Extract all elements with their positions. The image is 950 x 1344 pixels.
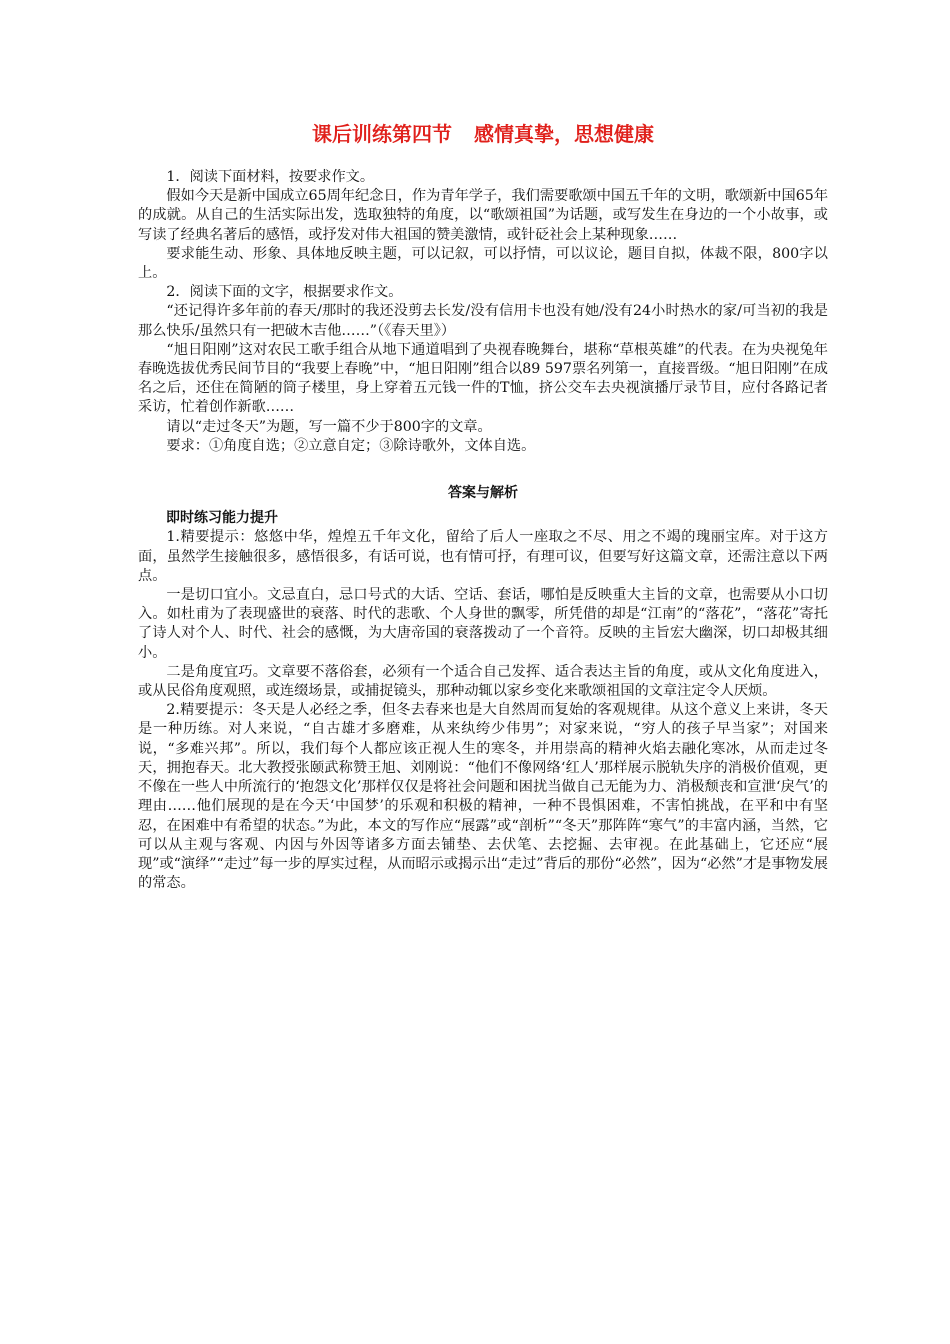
question-1-heading: 1．阅读下面材料，按要求作文。: [166, 169, 375, 185]
title-part-2: 感情真挚，思想健康: [474, 122, 654, 146]
page-title: [138, 120, 828, 148]
title-part-1: 课后训练第四节: [312, 122, 452, 146]
question-2-prompt: 请以“走过冬天”为题，写一篇不少于800字的文章。: [166, 418, 492, 435]
answers-section: [138, 528, 828, 893]
question-2-lyrics: “还记得许多年前的春天/那时的我还没剪去长发/没有信用卡也没有她/没有24小时热水的家/可当初的我是那么快乐/虽然只有一把破木吉他……”（《春天里》）: [138, 303, 828, 339]
answer-1-point-1: 一是切口宜小。文忌直白，忌口号式的大话、空话、套话，哪怕是反映重大主旨的文章，也需要从小口切入。如杜甫为了表现盛世的衰落、时代的悲歌、个人身世的飘零，所凭借的却是“江南”的“落花”，“落花”寄托了诗人对个人、时代、社会的感慨，为大唐帝国的衰落拨动了一个音符。反映的主旨宏大幽深，切口却极其细小。: [138, 587, 828, 661]
answer-1-point-2: 二是角度宜巧。文章要不落俗套，必须有一个适合自己发挥、适合表达主旨的角度，或从文化角度进入，或从民俗角度观照，或连缀场景，或捕捉镜头，那种动辄以家乡变化来歌颂祖国的文章注定令人厌烦。: [138, 663, 828, 700]
questions-section: [138, 168, 828, 456]
answers-heading: 答案与解析: [448, 485, 518, 502]
answer-2-hint: 2.精要提示：冬天是人必经之季，但冬去春来也是大自然周而复始的客观规律。从这个意义上来讲，冬天是一种历练。对人来说，“自古雄才多磨难，从来纨绔少伟男”；对家来说，“穷人的孩子早当家”；对国来说，“多难兴邦”。所以，我们每个人都应该正视人生的寒冬，并用崇高的精神火焰去融化寒冰，从而走过冬天，拥抱春天。北大教授张颐武称赞王旭、刘刚说：“他们不像网络‘红人’那样展示脱轨失序的消极价值观，更不像在一些人中所流行的‘抱怨文化’那样仅仅是将社会问题和困扰当做自己无能为力、消极颓丧和宣泄‘戾气’的理由……他们展现的是在今天‘中国梦’的乐观和积极的精神，一种不畏惧困难，不害怕挑战，在平和中有坚忍，在困难中有希望的状态。”为此，本文的写作应“展露”或“剖析”“冬天”那阵阵“寒气”的丰富内涵，当然，它可以从主观与客观、内因与外因等诸多方面去铺垫、去伏笔、去挖掘、去审视。在此基础上，它还应“展现”或“演绎”“走过”每一步的厚实过程，从而昭示或揭示出“走过”背后的那份“必然”，因为“必然”才是事物发展的常态。: [138, 702, 828, 892]
question-2-heading: 2．阅读下面的文字，根据要求作文。: [166, 284, 403, 301]
answer-1-hint: 1.精要提示：悠悠中华，煌煌五千年文化，留给了后人一座取之不尽、用之不竭的瑰丽宝库。对于这方面，虽然学生接触很多，感悟很多，有话可说，也有情可抒，有理可议，但要写好这篇文章，还需注意以下两点。: [138, 529, 828, 584]
question-1-requirement: 要求能生动、形象、具体地反映主题，可以记叙，可以抒情，可以议论，题目自拟，体裁不限，800字以上。: [138, 245, 828, 282]
question-2-requirement: 要求：①角度自选；②立意自定；③除诗歌外，文体自选。: [166, 437, 536, 454]
question-1-material: 假如今天是新中国成立65周年纪念日，作为青年学子，我们需要歌颂中国五千年的文明，歌颂新中国65年的成就。从自己的生活实际出发，选取独特的角度，以“歌颂祖国”为话题，或写发生在身边的一个小故事，或写读了经典名著后的感悟，或抒发对伟大祖国的赞美激情，或针砭社会上某种现象……: [138, 188, 828, 243]
document-page: [138, 120, 828, 893]
question-2-material: “旭日阳刚”这对农民工歌手组合从地下通道唱到了央视春晚舞台，堪称“草根英雄”的代表。在为央视兔年春晚选拔优秀民间节目的“我要上春晚”中，“旭日阳刚”组合以89 597票名列第一，直接晋级。“旭日阳刚”在成名之后，还住在简陋的筒子楼里，身上穿着五元钱一件的T恤，挤公交车去央视演播厅录节目，应付各路记者采访，忙着创作新歌……: [138, 341, 828, 416]
answers-subheading: 即时练习能力提升: [166, 510, 278, 527]
